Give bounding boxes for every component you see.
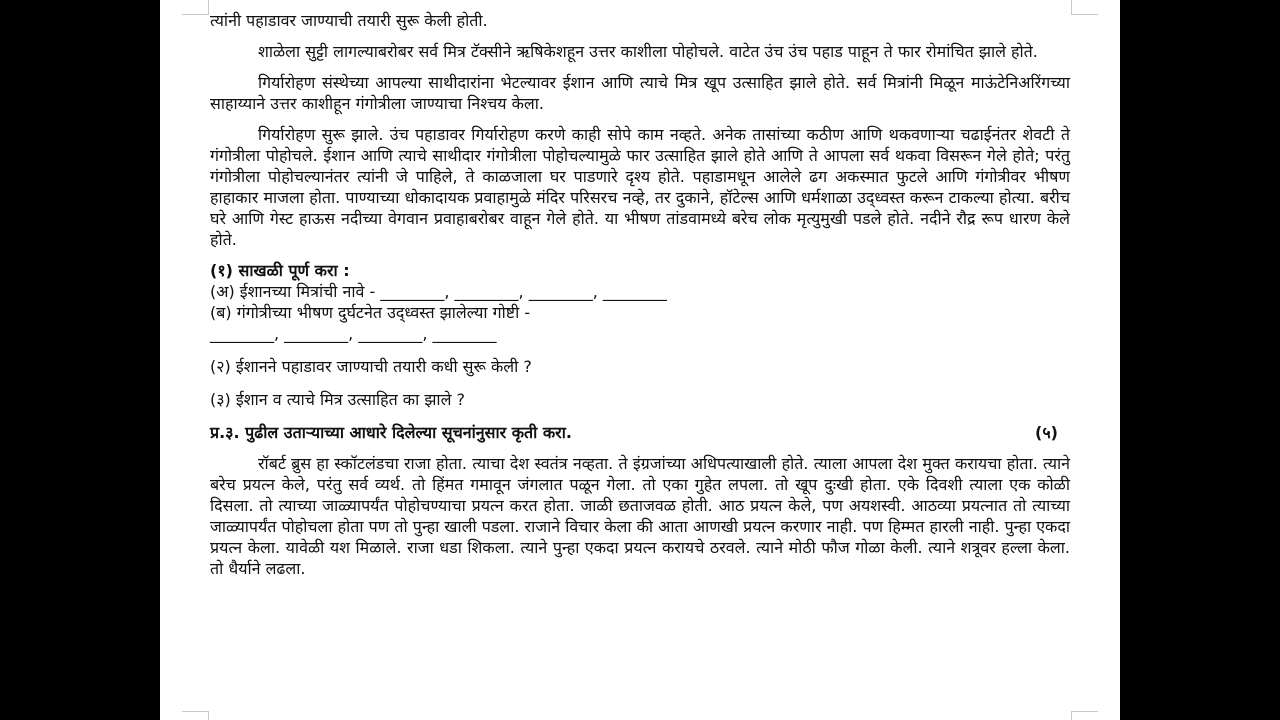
question-1b: (ब) गंगोत्रीच्या भीषण दुर्घटनेत उद्ध्वस्त झालेल्या गोष्टी - [210,303,531,322]
question-3: (३) ईशान व त्याचे मित्र उत्साहित का झाले ? [210,390,465,409]
crop-mark-top-left [182,0,209,15]
passage-paragraph-2: गिर्यारोहण संस्थेच्या आपल्या साथीदारांना भेटल्यावर ईशान आणि त्याचे मित्र खूप उत्साहित झाले होते. सर्व मित्रांनी मिळून माऊंटेनिअरिंगच्या साहाय्याने उत्तर काशीहून गंगोत्रीला जाण्याचा निश्चय केला. [210,73,1070,113]
section-3-heading-row [210,422,1070,443]
crop-mark-bottom-left [182,711,209,720]
section-3-marks: (५) [1035,423,1058,442]
crop-mark-top-right [1071,0,1098,15]
passage-paragraph-1: शाळेला सुट्टी लागल्याबरोबर सर्व मित्र टॅक्सीने ऋषिकेशहून उत्तर काशीला पोहोचले. वाटेत उंच उंच पहाड पाहून ते फार रोमांचित झाले होते. [258,42,1038,61]
passage-line-0: त्यांनी पहाडावर जाण्याची तयारी सुरू केली होती. [210,11,488,30]
question-1b-blanks: ________, ________, ________, ________ [210,324,497,343]
question-1a: (अ) ईशानच्या मित्रांची नावे - ________, ________, ________, ________ [210,282,667,301]
section-3-paragraph: रॉबर्ट ब्रुस हा स्कॉटलंडचा राजा होता. त्याचा देश स्वतंत्र नव्हता. ते इंग्रजांच्या अधिपत्याखाली होते. त्याला आपला देश मुक्त करायचा होता. त्याने बरेच प्रयत्न केले, परंतु सर्व व्यर्थ. तो हिंमत गमावून जंगलात पळून गेला. तो एका गुहेत लपला. तो खूप दुःखी होता. एके दिवशी त्याला एक कोळी दिसला. तो त्याच्या जाळ्यापर्यंत पोहोचण्याचा प्रयत्न करत होता. जाळी छताजवळ होती. आठ प्रयत्न केले, पण अयशस्वी. आठव्या प्रयत्नात तो त्याच्या जाळ्यापर्यंत पोहोचला होता पण तो पुन्हा खाली पडला. राजाने विचार केला की आता आणखी प्रयत्न करणार नाही. पण हिम्मत हारली नाही. पुन्हा एकदा प्रयत्न केला. यावेळी यश मिळाले. राजा धडा शिकला. त्याने पुन्हा एकदा प्रयत्न करायचे ठरवले. त्याने मोठी फौज गोळा केली. त्याने शत्रूवर हल्ला केला. तो धैर्याने लढला. [210,454,1071,578]
question-2: (२) ईशानने पहाडावर जाण्याची तयारी कधी सुरू केली ? [210,357,532,376]
question-1-title: (१) साखळी पूर्ण करा : [210,261,350,280]
section-3-heading: प्र.३. पुढील उताऱ्याच्या आधारे दिलेल्या सूचनांनुसार कृती करा. [210,423,572,442]
document-page [160,0,1120,720]
passage-paragraph-3: गिर्यारोहण सुरू झाले. उंच पहाडावर गिर्यारोहण करणे काही सोपे काम नव्हते. अनेक तासांच्या कठीण आणि थकवणाऱ्या चढाईनंतर शेवटी ते गंगोत्रीला पोहोचले. ईशान आणि त्याचे साथीदार गंगोत्रीला पोहोचल्यामुळे फार उत्साहित झाले होते आणि ते आपला सर्व थकवा विसरून गेले होते; परंतु गंगोत्रीला पोहोचल्यानंतर त्यांनी जे पाहिले, ते काळजाला घर पाडणारे दृश्य होते. पहाडामधून आलेले ढग अकस्मात फुटले आणि गंगोत्रीवर भीषण हाहाकार माजला होता. पाण्याच्या धोकादायक प्रवाहामुळे मंदिर परिसरच नव्हे, तर दुकाने, हॉटेल्स आणि धर्मशाळा उद्ध्वस्त करून टाकल्या होत्या. बरीच घरे आणि गेस्ट हाऊस नदीच्या वेगवान प्रवाहाबरोबर वाहून गेले होते. या भीषण तांडवामध्ये बरेच लोक मृत्युमुखी पडले होते. नदीने रौद्र रूप धारण केले होते. [210,125,1070,249]
document-content [210,10,1070,589]
crop-mark-bottom-right [1071,711,1098,720]
